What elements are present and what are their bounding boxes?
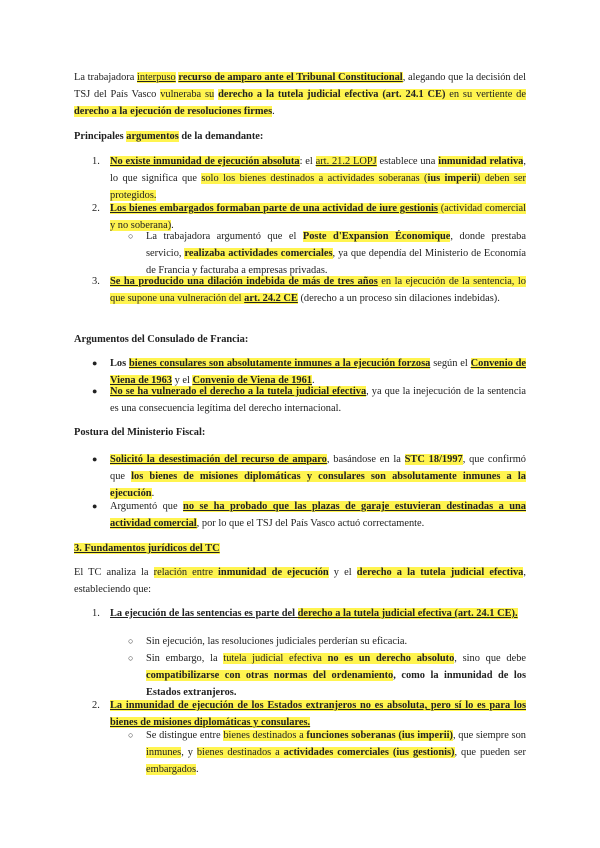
item-text: La ejecución de las sentencias es parte del (110, 608, 298, 619)
item-text: no es un derecho absoluto (327, 653, 455, 664)
item-text: y el (328, 567, 357, 578)
bullet-icon: ● (92, 358, 98, 368)
item-text: (derecho a un proceso sin dilaciones indebidas). (297, 293, 500, 304)
item-text: . (171, 220, 174, 231)
item-text: , por lo que el TSJ del País Vasco actuó correctamente. (196, 518, 425, 529)
item-text: según el (430, 358, 471, 369)
fiscal-bullet-2 (110, 498, 526, 532)
item-text: , ya que dependía del Ministerio de Economía de Francia y facturaba a empresas privadas. (146, 248, 527, 276)
item-text: tutela judicial efectiva (223, 653, 328, 664)
demandante-item-1 (110, 153, 526, 204)
item-text: . (311, 375, 315, 386)
bullet-icon: ● (92, 501, 98, 511)
item-text: Argumentó que (110, 501, 184, 512)
circle-bullet-icon: ○ (128, 653, 134, 663)
item-poste: Poste d'Expansion Économique (302, 231, 451, 242)
item-text: , que pueden ser (454, 747, 526, 758)
consulado-bullet-2 (110, 383, 526, 417)
intro-recurso: recurso de amparo ante el Tribunal Constitucional (178, 72, 403, 83)
item-text: Solicitó la desestimación del recurso de amparo (110, 454, 327, 465)
item-lopj: art. 21.2 LOPJ (315, 156, 377, 167)
heading-text: 3. Fundamentos jurídicos del TC (74, 543, 220, 554)
demandante-heading (74, 128, 526, 145)
item-inmunidad-relativa: inmunidad relativa (438, 156, 524, 167)
list-number: 2. (92, 203, 100, 214)
fundamentos-heading (74, 540, 526, 557)
heading-part: Principales (74, 131, 127, 142)
item-text: bienes destinados a (223, 730, 307, 741)
item-text: , ya que la inejecución de la sentencia es una consecuencia legítima del derecho internacional. (110, 386, 526, 414)
heading-part: de la demandante: (178, 131, 264, 142)
item-text: Sin embargo, la (146, 653, 224, 664)
item-text: inmunes (146, 747, 182, 758)
item-text: . (196, 764, 199, 775)
list-number: 3. (92, 276, 100, 287)
item-text: en la ejecución de la sentencia, lo que supone una vulneración del (110, 276, 526, 304)
demandante-item-2-sub (146, 228, 526, 279)
fundamentos-item-2 (110, 697, 526, 731)
intro-text-2: , alegando que la decisión del TSJ del País Vasco (74, 72, 526, 100)
intro-derecho-tutela: derecho a la tutela judicial efectiva (art. 24.1 CE) (218, 89, 446, 100)
item-text: Se ha producido una dilación indebida de más de tres años (110, 276, 378, 287)
heading-argumentos: argumentos (126, 131, 179, 142)
item-text: los bienes de misiones diplomáticas y consulares son absolutamente inmunes a la ejecución (110, 471, 526, 499)
item-text: derecho a la tutela judicial efectiva (356, 567, 524, 578)
list-number: 2. (92, 700, 100, 711)
item-actividades-comerciales: realizaba actividades comerciales (184, 248, 333, 259)
item-text: No existe inmunidad de ejecución absoluta (110, 156, 300, 167)
item-text: y el (171, 375, 193, 386)
item-text: : el (299, 156, 316, 167)
item-text: (actividad comercial y no soberana) (110, 203, 526, 231)
item-text: , estableciendo que: (74, 567, 526, 595)
item-text: Convenio de Viena de 1963 (110, 358, 526, 386)
item-text: , donde prestaba servicio, (146, 231, 526, 259)
fundamentos-item-1 (110, 605, 526, 622)
intro-dot: . (272, 106, 275, 117)
demandante-item-3 (110, 273, 526, 307)
item-art-24-2: art. 24.2 CE (244, 293, 298, 304)
item-text: funciones soberanas (ius imperii) (306, 730, 453, 741)
item-text: La trabajadora argumentó que el (146, 231, 303, 242)
item-text: Los (110, 358, 130, 369)
item-text: , que confirmó que (110, 454, 526, 482)
intro-text: La trabajadora (74, 72, 138, 83)
item-text: no se ha probado que las plazas de garaje estuvieran destinadas a una actividad comercial (110, 501, 526, 529)
fiscal-bullet-1 (110, 451, 526, 502)
intro-paragraph (74, 69, 526, 120)
item-text: , que siempre son (453, 730, 526, 741)
item-text: El TC analiza la (74, 567, 154, 578)
item-text: Convenio de Viena de 1961 (192, 375, 312, 386)
fundamentos-item-2-sub-1 (146, 727, 526, 778)
item-text: , sino que debe (454, 653, 526, 664)
item-text: solo los bienes destinados a actividades soberanas ( (201, 173, 428, 184)
item-text: , lo que significa que (110, 156, 526, 184)
item-text: derecho a la tutela judicial efectiva (art. 24.1 CE). (297, 608, 518, 619)
item-text: embargados (146, 764, 197, 775)
item-ius-imperii: ius imperii (427, 173, 477, 184)
circle-bullet-icon: ○ (128, 730, 134, 740)
fundamentos-intro (74, 564, 526, 598)
fundamentos-item-1-sub-2 (146, 650, 526, 701)
item-text: establece una (376, 156, 439, 167)
intro-vulneraba: vulneraba su (160, 89, 215, 100)
list-number: 1. (92, 156, 100, 167)
fiscal-heading: Postura del Ministerio Fiscal: (74, 427, 206, 438)
item-text: Se distingue entre (146, 730, 224, 741)
consulado-heading: Argumentos del Consulado de Francia: (74, 334, 249, 345)
bullet-icon: ● (92, 454, 98, 464)
item-text: relación entre (153, 567, 219, 578)
item-text: . (151, 488, 155, 499)
item-text: , como la inmunidad de los Estados extranjeros. (146, 670, 526, 698)
item-text: actividades comerciales (ius gestionis) (283, 747, 455, 758)
item-text: ) (476, 173, 481, 184)
item-text: bienes destinados a (196, 747, 284, 758)
fundamentos-item-1-sub-1: Sin ejecución, las resoluciones judiciales perderían su eficacia. (146, 636, 408, 647)
item-text: bienes consulares son absolutamente inmunes a la ejecución forzosa (129, 358, 431, 369)
intro-derecho-ejecucion: derecho a la ejecución de resoluciones firmes (74, 106, 273, 117)
item-stc: STC 18/1997 (404, 454, 463, 465)
item-text: , basándose en la (326, 454, 405, 465)
list-number: 1. (92, 608, 100, 619)
circle-bullet-icon: ○ (128, 636, 134, 646)
intro-vertiente: en su vertiente de (445, 89, 526, 100)
intro-interpuso: interpuso (137, 72, 176, 83)
item-text: inmunidad de ejecución (218, 567, 329, 578)
item-text: No se ha vulnerado el derecho a la tutela judicial efectiva (110, 386, 367, 397)
bullet-icon: ● (92, 386, 98, 396)
item-text: deben ser protegidos. (110, 173, 526, 201)
circle-bullet-icon: ○ (128, 231, 134, 241)
item-text: compatibilizarse con otras normas del ordenamiento (146, 670, 394, 681)
item-text: La inmunidad de ejecución de los Estados extranjeros no es absoluta, pero sí lo es para los bienes de misiones diplomáticas y consulares. (110, 700, 526, 728)
item-text: , y (181, 747, 197, 758)
item-text: Los bienes embargados formaban parte de una actividad de iure gestionis (110, 203, 438, 214)
